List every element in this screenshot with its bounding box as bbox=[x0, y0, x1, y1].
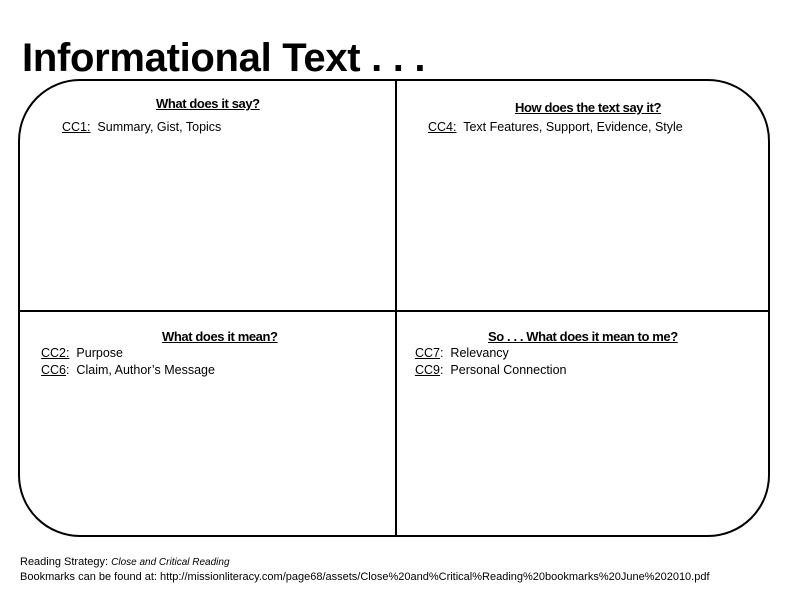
strategy-value: Close and Critical Reading bbox=[111, 557, 230, 568]
quadrant-heading: How does the text say it? bbox=[515, 100, 662, 115]
strategy-label: Reading Strategy: bbox=[20, 556, 109, 568]
standard-code: CC4: bbox=[428, 120, 457, 134]
standard-line bbox=[41, 345, 123, 362]
page-title: Informational Text . . . bbox=[22, 36, 426, 80]
quadrant-what-does-it-mean bbox=[20, 312, 395, 535]
bookmarks-label: Bookmarks can be found at: bbox=[20, 571, 157, 583]
standard-code: CC2: bbox=[41, 346, 70, 360]
standard-text: : Personal Connection bbox=[440, 363, 567, 377]
standard-line bbox=[62, 119, 221, 136]
bookmarks-link[interactable]: http://missionliteracy.com/page68/assets/Close%20and%Critical%Reading%20bookmarks%20June%202010.pdf bbox=[160, 571, 710, 583]
footer-bookmarks bbox=[20, 570, 710, 584]
quadrant-heading: What does it mean? bbox=[162, 329, 278, 344]
standard-text: : Claim, Author’s Message bbox=[66, 363, 215, 377]
standard-line bbox=[415, 345, 509, 362]
standard-text: Text Features, Support, Evidence, Style bbox=[456, 120, 683, 134]
quadrant-heading: What does it say? bbox=[156, 96, 260, 111]
quadrant-what-does-it-mean-to-me bbox=[397, 312, 768, 535]
quadrant-what-does-it-say bbox=[20, 81, 395, 310]
standard-code: CC9 bbox=[415, 363, 441, 377]
standard-text: Purpose bbox=[69, 346, 123, 360]
standard-line bbox=[41, 362, 215, 379]
standard-line bbox=[415, 362, 566, 379]
standard-code: CC7 bbox=[415, 346, 441, 360]
footer-reading-strategy bbox=[20, 555, 230, 570]
standard-line bbox=[428, 119, 683, 136]
four-square-organizer bbox=[18, 79, 770, 537]
standard-text: : Relevancy bbox=[440, 346, 509, 360]
standard-code: CC1: bbox=[62, 120, 91, 134]
quadrant-heading: So . . . What does it mean to me? bbox=[488, 329, 678, 344]
quadrant-how-does-text-say-it bbox=[397, 81, 768, 310]
standard-code: CC6 bbox=[41, 363, 67, 377]
standard-text: Summary, Gist, Topics bbox=[90, 120, 222, 134]
